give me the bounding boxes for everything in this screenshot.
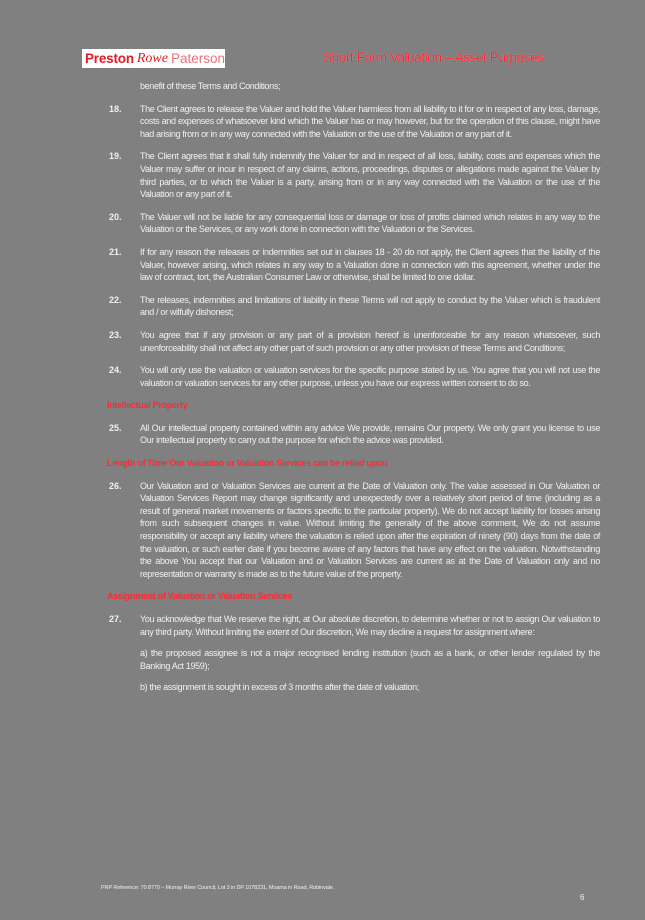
clause-text: If for any reason the releases or indemnities set out in clauses 18 - 20 do not apply, the Client agrees that the liability of the Valuer, however arising, which relates in any way to a Valuation done in connection with this agreement, whether under the law of contract, tort, the Australian Consumer Law or otherwise, shall be limited to one dollar. bbox=[140, 246, 600, 283]
clause-sub-b: b) the assignment is sought in excess of 3 months after the date of valuation; bbox=[140, 682, 419, 693]
clause-text: You agree that if any provision or any part of a provision hereof is unenforceable for any reason whatsoever, such unenforceability shall not affect any other part of such provision or any other provision of these Terms and Conditions; bbox=[140, 329, 600, 353]
clause-number: 24. bbox=[109, 365, 122, 376]
clause-sub-a: a) the proposed assignee is not a major recognised lending institution (such as a bank, or other lender regulated by the Banking Act 1959); bbox=[140, 648, 600, 671]
clause-27 bbox=[106, 613, 600, 694]
clause-text: You acknowledge that We reserve the right, at Our absolute discretion, to determine whether or not to assign Our valuation to any third party. Without limiting the extent of Our discretion, We may decline a request for assignment where: bbox=[140, 614, 600, 637]
heading-intellectual-property: Intellectual Property bbox=[107, 400, 188, 411]
clause-number: 25. bbox=[109, 422, 122, 433]
clause-number: 26. bbox=[109, 480, 122, 491]
clause-20 bbox=[106, 211, 600, 236]
heading-assignment: Assignment of Valuation or Valuation Services bbox=[107, 591, 293, 602]
clause-text: All Our intellectual property contained within any advice We provide, remains Our property. We only grant you license to use Our intellectual property to carry out the purpose for which the advice was provided. bbox=[140, 422, 600, 446]
document-body bbox=[106, 80, 600, 694]
clause-number: 23. bbox=[109, 329, 122, 340]
clause-number: 22. bbox=[109, 294, 122, 305]
clause-number: 18. bbox=[109, 103, 122, 114]
clause-text: The Client agrees that it shall fully indemnify the Valuer for and in respect of all loss, liability, costs and expenses which the Valuer may suffer or incur in respect of any claims, actions, proceedings, disputes or allegations made against the Valuer by third parties, or to which the Valuer is a party, arising from or in any way connected with the Valuation or the use of the Valuation or any part of it. bbox=[140, 151, 600, 200]
logo-paterson: Paterson bbox=[170, 51, 226, 66]
clause-25 bbox=[106, 422, 600, 447]
clause-number: 20. bbox=[109, 211, 122, 222]
clause-22 bbox=[106, 294, 600, 319]
logo-preston: Preston bbox=[85, 51, 134, 66]
clause-18 bbox=[106, 103, 600, 141]
clause-text: The Client agrees to release the Valuer and hold the Valuer harmless from all liability to it for or in respect of any loss, damage, costs and expenses of whatsoever kind which the Valuer has or may however, but for the operation of this clause, might have had arising from or in any way connected with the Valuation or the use of the Valuation or any part of it. bbox=[140, 103, 600, 139]
clause-21 bbox=[106, 246, 600, 284]
heading-length-of-time: Length of Time Our Valuation or Valuation Services can be relied upon bbox=[107, 458, 388, 469]
logo-rowe: Rowe bbox=[136, 51, 168, 66]
footer-reference: PRP Reference: 70 8770 – Murray River Council, Lot 3 in DP 1078231, Moama in Road, Robinvale. bbox=[101, 885, 335, 891]
clause-number: 21. bbox=[109, 246, 122, 257]
clause-text: Our Valuation and or Valuation Services are current at the Date of Valuation only. The value assessed in Our Valuation or Valuation Services Report may change significantly and unexpectedly over a relatively short period of time (including as a result of general market movements or factors specific to the particular property). We do not accept liability for losses arising from such subsequent changes in value. Without limiting the generality of the above comment, We do not assume responsibility or accept any liability where the valuation is relied upon after the expiration of ninety (90) days from the date of the valuation, or such earlier date if you become aware of any factors that have any effect on the valuation. Notwithstanding the above You accept that our Valuation and or Valuation Services are current as at the Date of Valuation only and no representation or warranty is made as to the future value of the property. bbox=[140, 480, 600, 579]
clause-24 bbox=[106, 364, 600, 389]
continuation-text: benefit of these Terms and Conditions; bbox=[140, 81, 281, 91]
clause-body bbox=[140, 613, 600, 694]
clause-number: 19. bbox=[109, 151, 122, 162]
clause-26 bbox=[106, 480, 600, 581]
clause-text: The releases, indemnities and limitations of liability in these Terms will not apply to conduct by the Valuer which is fraudulent and / or wilfully dishonest; bbox=[140, 294, 600, 318]
page-number: 6 bbox=[580, 893, 585, 902]
document-title: Short Form Valuation – Asset Purposes bbox=[323, 50, 544, 65]
clause-23 bbox=[106, 329, 600, 354]
company-logo bbox=[82, 49, 225, 68]
clauses-18-24 bbox=[106, 103, 600, 390]
clause-number: 27. bbox=[109, 614, 122, 624]
clause-text: You will only use the valuation or valuation services for the specific purpose stated by us. You agree that you will not use the valuation or valuation services for any other purpose, unless you have our express written consent to do so. bbox=[140, 365, 600, 388]
clause-text: The Valuer will not be liable for any consequential loss or damage or loss of profits claimed which relates in any way to the Valuation or the Services, or any work done in connection with the Valuation or the Services. bbox=[140, 211, 600, 235]
clause-19 bbox=[106, 150, 600, 200]
